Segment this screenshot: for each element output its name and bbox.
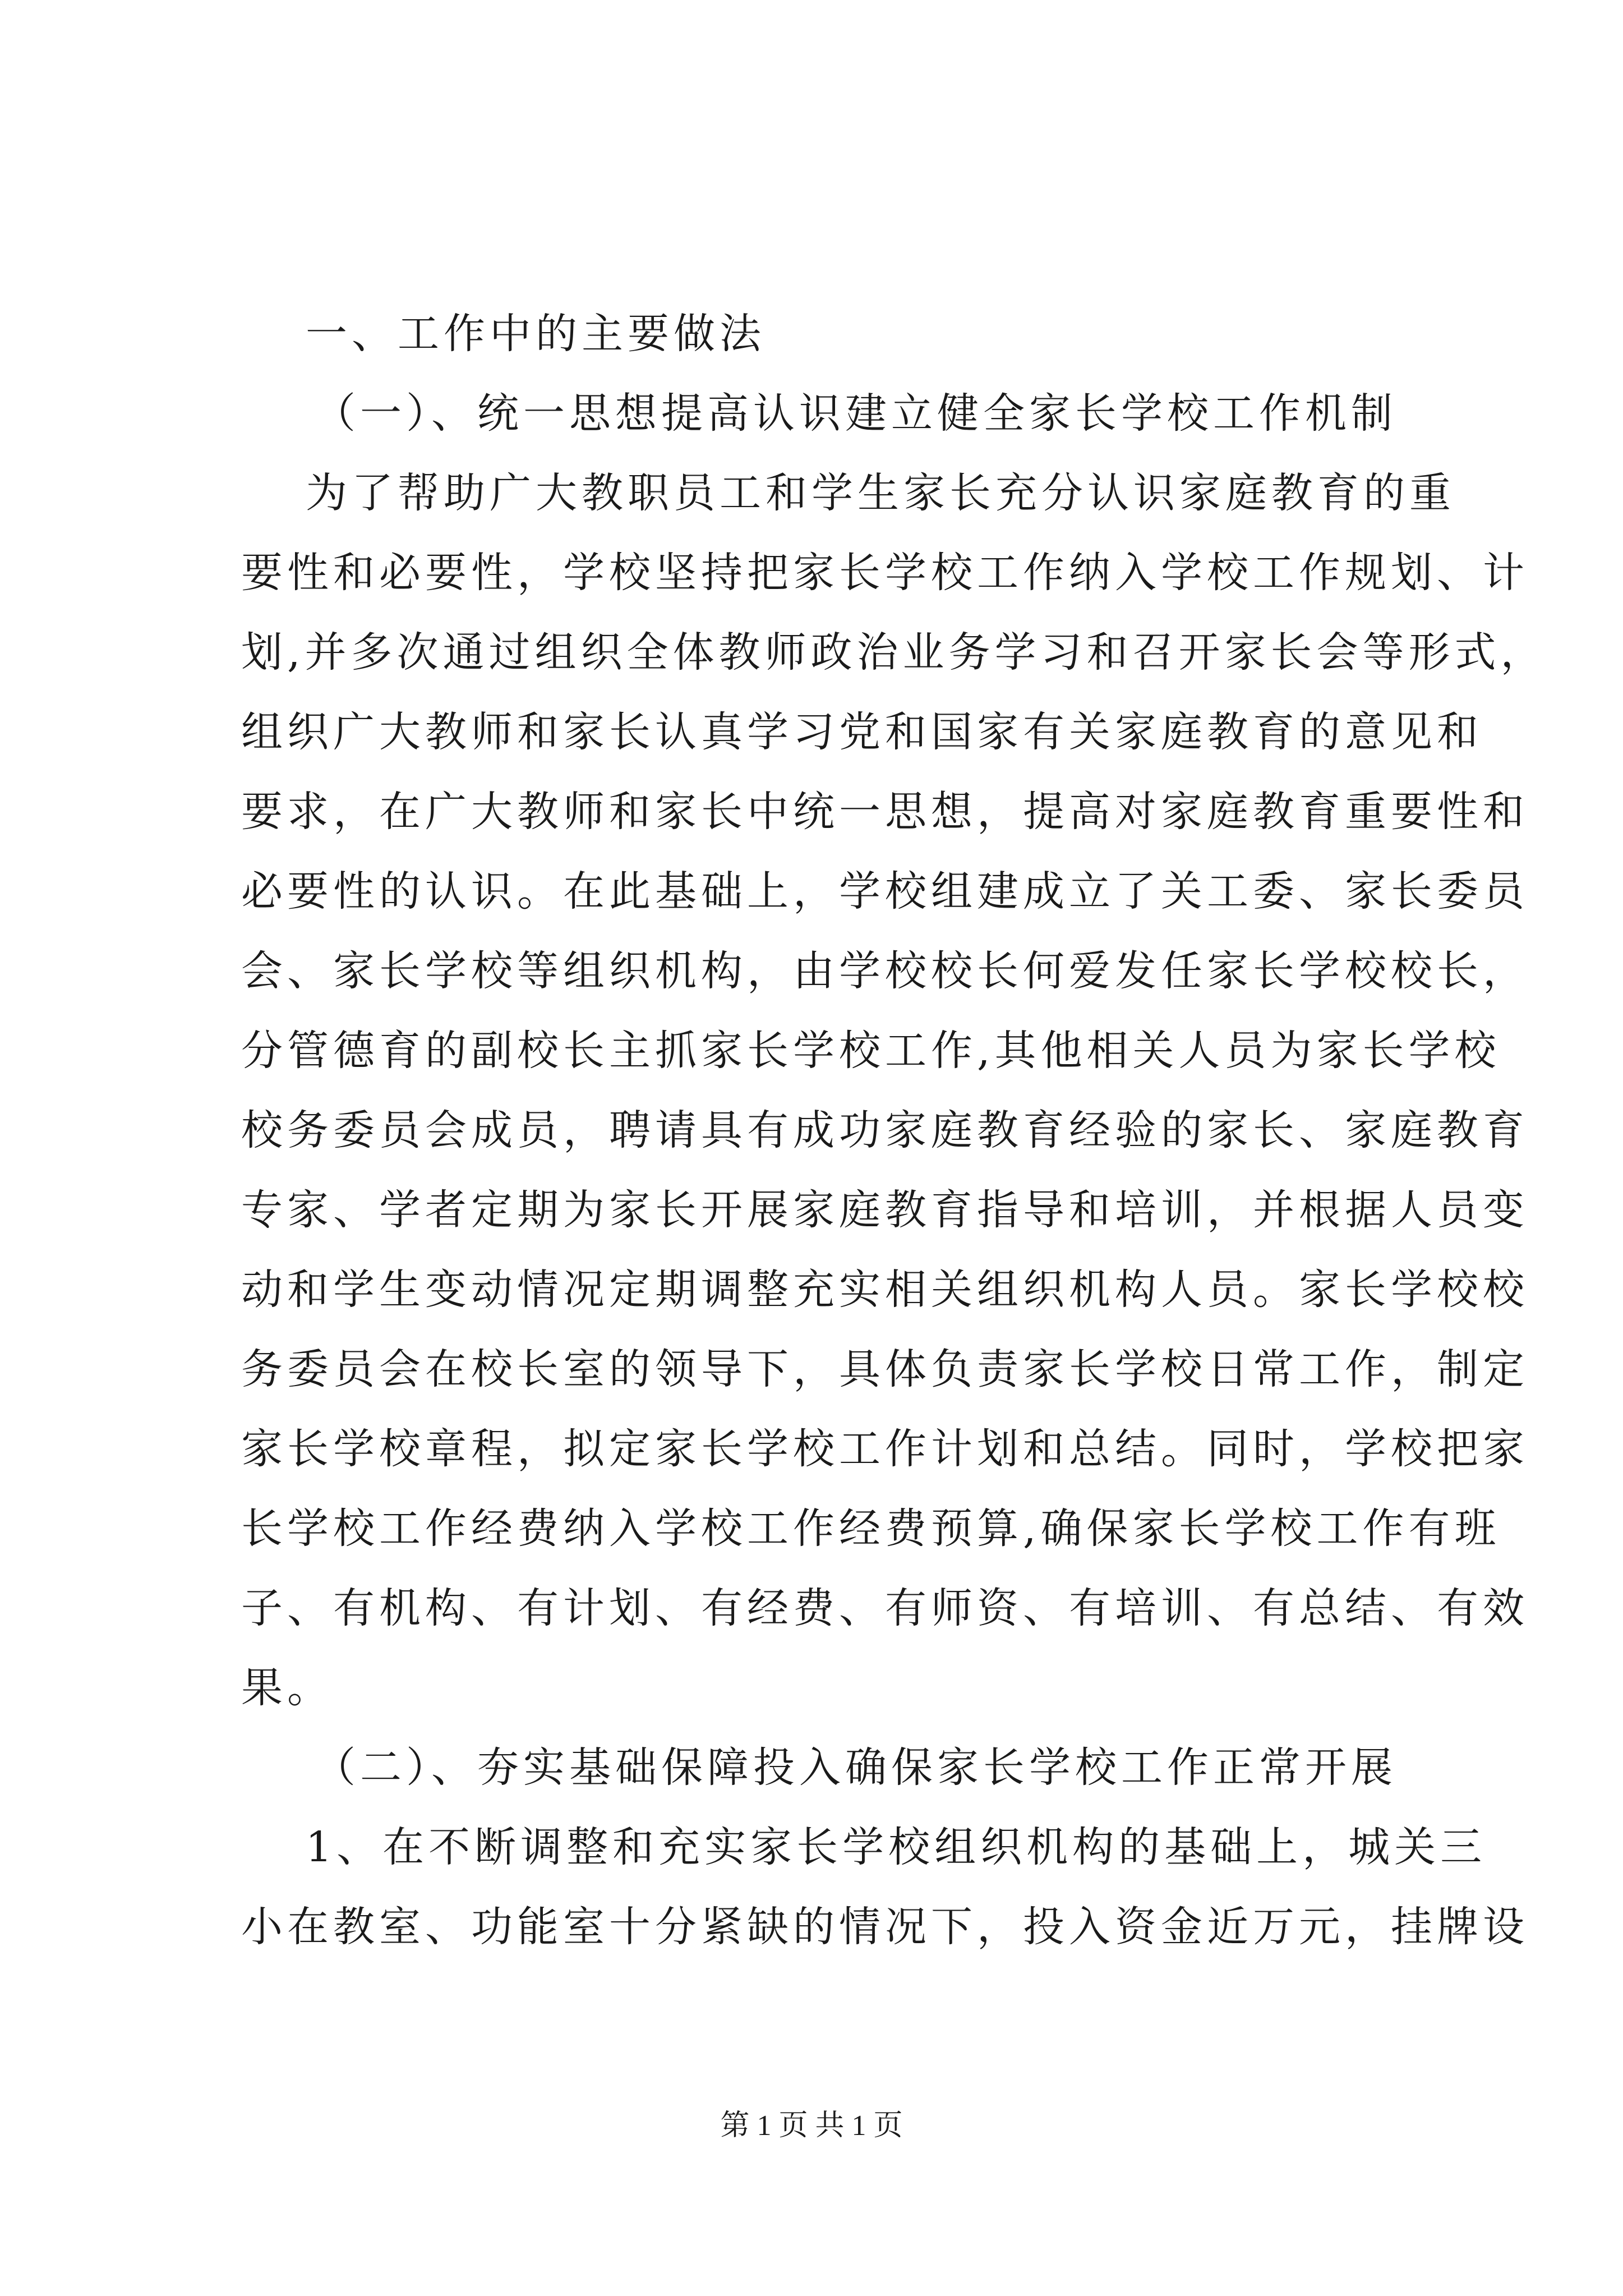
paragraph-line: 动和学生变动情况定期调整充实相关组织机构人员。家长学校校: [241, 1266, 1529, 1314]
paragraph-line: 务委员会在校长室的领导下，具体负责家长学校日常工作，制定: [241, 1345, 1529, 1393]
paragraph-line: 会、家长学校等组织机构，由学校校长何爱发任家长学校校长，: [241, 947, 1529, 995]
paragraph-line: 家长学校章程，拟定家长学校工作计划和总结。同时，学校把家: [241, 1425, 1529, 1473]
paragraph-line: 校务委员会成员，聘请具有成功家庭教育经验的家长、家庭教育: [241, 1106, 1529, 1154]
paragraph-line: 1、在不断调整和充实家长学校组织机构的基础上，城关三: [306, 1823, 1487, 1871]
subsection-heading: （一）、统一思想提高认识建立健全家长学校工作机制: [314, 389, 1397, 438]
page-footer: 第 1 页 共 1 页: [720, 2110, 903, 2142]
paragraph-line: 专家、学者定期为家长开展家庭教育指导和培训，并根据人员变: [241, 1186, 1529, 1234]
paragraph-line: 划,并多次通过组织全体教师政治业务学习和召开家长会等形式，: [241, 628, 1547, 677]
section-heading: 一、工作中的主要做法: [306, 310, 766, 358]
paragraph-line: 为了帮助广大教职员工和学生家长充分认识家庭教育的重: [306, 469, 1455, 517]
paragraph-line: 要性和必要性，学校坚持把家长学校工作纳入学校工作规划、计: [241, 549, 1529, 597]
paragraph-line: 组织广大教师和家长认真学习党和国家有关家庭教育的意见和: [241, 708, 1483, 756]
paragraph-line: 子、有机构、有计划、有经费、有师资、有培训、有总结、有效: [241, 1584, 1529, 1632]
paragraph-line: 小在教室、功能室十分紧缺的情况下，投入资金近万元，挂牌设: [241, 1903, 1529, 1951]
subsection-heading: （二）、夯实基础保障投入确保家长学校工作正常开展: [314, 1743, 1397, 1792]
paragraph-line: 要求，在广大教师和家长中统一思想，提高对家庭教育重要性和: [241, 788, 1529, 836]
paragraph-line: 果。: [241, 1664, 333, 1712]
paragraph-line: 分管德育的副校长主抓家长学校工作,其他相关人员为家长学校: [241, 1027, 1501, 1075]
paragraph-line: 必要性的认识。在此基础上，学校组建成立了关工委、家长委员: [241, 867, 1529, 915]
paragraph-line: 长学校工作经费纳入学校工作经费预算,确保家长学校工作有班: [241, 1504, 1501, 1553]
